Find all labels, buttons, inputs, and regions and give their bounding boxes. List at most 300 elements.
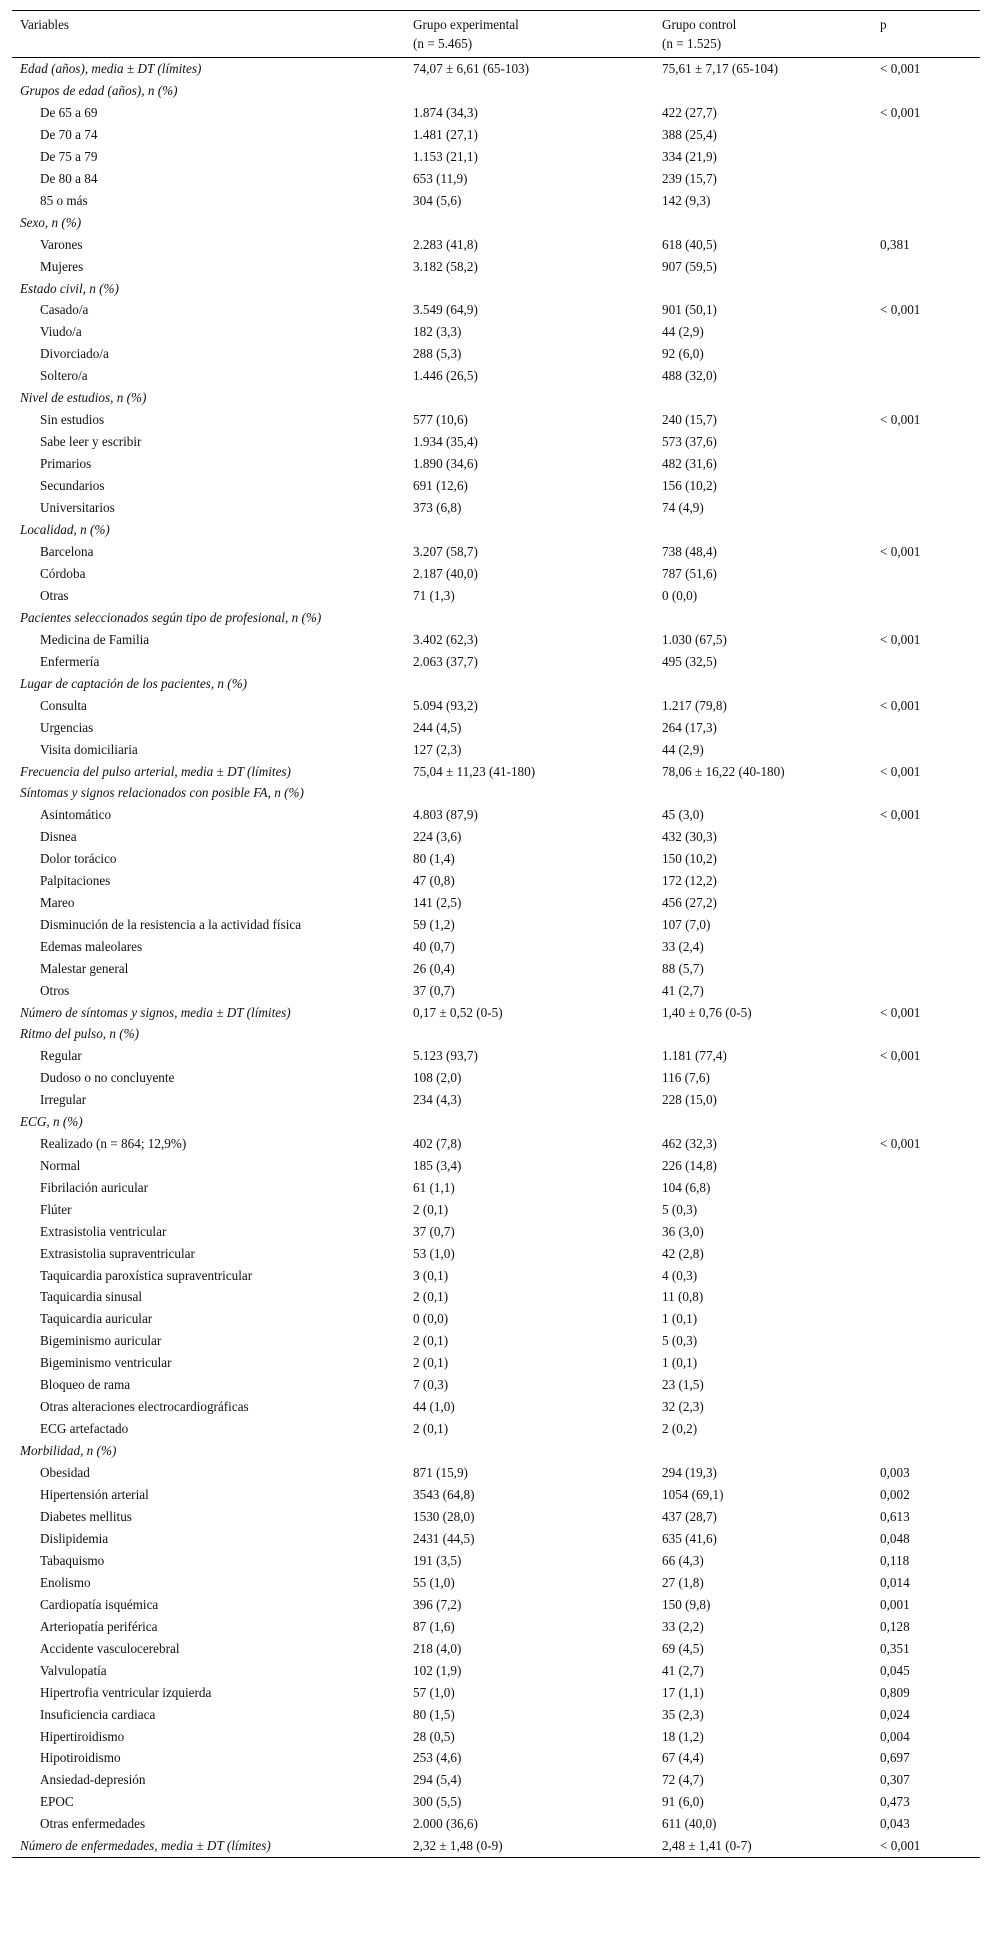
p-value: 0,118 [880, 1552, 910, 1568]
control-value: 228 (15,0) [662, 1091, 717, 1107]
row-label: ECG artefactado [40, 1421, 129, 1437]
p-value [872, 892, 980, 914]
experimental-value: 3.402 (62,3) [413, 631, 478, 647]
table-row [12, 870, 980, 892]
experimental-value: 1.934 (35,4) [413, 434, 478, 450]
table-row [12, 497, 980, 519]
table-row [12, 1067, 980, 1089]
row-label: 85 o más [40, 192, 88, 208]
row-label: Edad (años), media ± DT (límites) [20, 61, 202, 76]
table-row [12, 936, 980, 958]
control-value: 226 (14,8) [662, 1157, 717, 1173]
control-value: 432 (30,3) [662, 828, 717, 844]
row-label: Realizado (n = 864; 12,9%) [40, 1135, 187, 1151]
p-value: 0,045 [880, 1662, 910, 1678]
control-value: 573 (37,6) [662, 434, 717, 450]
p-value [872, 124, 980, 146]
experimental-value: 1.446 (26,5) [413, 368, 478, 384]
experimental-value: 185 (3,4) [413, 1157, 462, 1173]
experimental-value: 218 (4,0) [413, 1640, 462, 1656]
row-label: Urgencias [40, 719, 94, 735]
experimental-value: 44 (1,0) [413, 1399, 455, 1415]
p-value [872, 914, 980, 936]
table-row [12, 1199, 980, 1221]
p-value: < 0,001 [880, 302, 921, 318]
p-value [872, 168, 980, 190]
p-value [872, 497, 980, 519]
table-row [12, 1528, 980, 1550]
control-value: 116 (7,6) [662, 1069, 710, 1085]
table-row [12, 1835, 980, 1857]
control-value: 44 (2,9) [662, 741, 704, 757]
p-value [872, 826, 980, 848]
control-value: 35 (2,3) [662, 1706, 704, 1722]
experimental-value: 2 (0,1) [413, 1355, 449, 1371]
row-label: Accidente vasculocerebral [40, 1640, 180, 1656]
experimental-value: 3 (0,1) [413, 1267, 449, 1283]
experimental-value: 3.207 (58,7) [413, 543, 478, 559]
control-value: 388 (25,4) [662, 126, 717, 142]
table-row [12, 321, 980, 343]
control-value: 33 (2,2) [662, 1618, 704, 1634]
row-label: Otras enfermedades [40, 1816, 146, 1832]
table-row [12, 1155, 980, 1177]
row-label: Grupos de edad (años), n (%) [20, 82, 178, 98]
p-value: 0,043 [880, 1816, 910, 1832]
table-row [12, 278, 980, 300]
row-label: Disminución de la resistencia a la actividad física [40, 916, 302, 932]
row-label: Número de enfermedades, media ± DT (límites) [12, 1835, 405, 1857]
p-value [872, 256, 980, 278]
table-row [12, 409, 980, 431]
table-row [12, 1396, 980, 1418]
experimental-value [405, 387, 654, 409]
p-value [872, 870, 980, 892]
table-row [12, 80, 980, 102]
experimental-value: 75,04 ± 11,23 (41-180) [413, 763, 536, 779]
row-label: Número de síntomas y signos, media ± DT (límites) [20, 1004, 291, 1020]
experimental-value [405, 519, 654, 541]
experimental-value: 5.094 (93,2) [413, 697, 478, 713]
control-value [654, 607, 872, 629]
control-value: 264 (17,3) [662, 719, 717, 735]
row-label: Primarios [40, 456, 92, 472]
row-label: Estado civil, n (%) [20, 280, 119, 296]
p-value [872, 1418, 980, 1440]
experimental-value: 0,17 ± 0,52 (0-5) [413, 1004, 503, 1020]
control-value: 41 (2,7) [662, 982, 704, 998]
row-label: De 75 a 79 [40, 148, 98, 164]
control-value: 5 (0,3) [662, 1201, 698, 1217]
row-label: Universitarios [40, 500, 115, 516]
p-value: 0,014 [880, 1574, 910, 1590]
table-row [12, 1286, 980, 1308]
experimental-value: 396 (7,2) [413, 1596, 462, 1612]
control-value: 18 (1,2) [662, 1728, 704, 1744]
table-row [12, 1616, 980, 1638]
p-value [872, 717, 980, 739]
experimental-value: 108 (2,0) [413, 1069, 462, 1085]
table-row [12, 1440, 980, 1462]
p-value [872, 1286, 980, 1308]
table-row [12, 1330, 980, 1352]
table-row [12, 1506, 980, 1528]
row-label: Extrasistolia ventricular [40, 1223, 167, 1239]
control-value: 2,48 ± 1,41 (0-7) [654, 1835, 872, 1857]
p-value [872, 475, 980, 497]
control-value: 618 (40,5) [662, 236, 717, 252]
p-value [872, 80, 980, 102]
table-row [12, 102, 980, 124]
experimental-value: 3.182 (58,2) [413, 258, 478, 274]
table-row [12, 212, 980, 234]
p-value [872, 1308, 980, 1330]
experimental-value: 2 (0,1) [413, 1333, 449, 1349]
p-value [872, 607, 980, 629]
row-label: Irregular [40, 1091, 87, 1107]
control-value [654, 519, 872, 541]
experimental-value: 653 (11,9) [413, 170, 468, 186]
experimental-value: 1.153 (21,1) [413, 148, 478, 164]
row-label: Divorciado/a [40, 346, 109, 362]
control-value [654, 1440, 872, 1462]
control-value: 17 (1,1) [662, 1684, 704, 1700]
p-value [872, 936, 980, 958]
table-row [12, 1484, 980, 1506]
experimental-value: 5.123 (93,7) [413, 1047, 478, 1063]
p-value [872, 365, 980, 387]
table-row [12, 519, 980, 541]
row-label: Dudoso o no concluyente [40, 1069, 175, 1085]
control-value: 495 (32,5) [662, 653, 717, 669]
control-value: 88 (5,7) [662, 960, 704, 976]
row-label: Palpitaciones [40, 872, 111, 888]
control-value [654, 1023, 872, 1045]
row-label: Consulta [40, 697, 87, 713]
experimental-value [405, 1023, 654, 1045]
p-value: 0,001 [880, 1596, 910, 1612]
table-row [12, 804, 980, 826]
table-row [12, 629, 980, 651]
experimental-value: 141 (2,5) [413, 894, 462, 910]
control-value: 1.217 (79,8) [662, 697, 727, 713]
p-value: < 0,001 [880, 1135, 921, 1151]
experimental-value: 373 (6,8) [413, 500, 462, 516]
header-experimental-n: (n = 5.465) [413, 36, 473, 51]
experimental-value: 3.549 (64,9) [413, 302, 478, 318]
table-row [12, 739, 980, 761]
experimental-value: 244 (4,5) [413, 719, 462, 735]
p-value: 0,048 [880, 1530, 910, 1546]
control-value: 1.030 (67,5) [662, 631, 727, 647]
experimental-value: 1.890 (34,6) [413, 456, 478, 472]
experimental-value: 294 (5,4) [413, 1772, 462, 1788]
row-label: Medicina de Familia [40, 631, 150, 647]
row-label: Varones [40, 236, 83, 252]
experimental-value [405, 782, 654, 804]
table-row [12, 365, 980, 387]
document-page [12, 10, 980, 1858]
table-row [12, 585, 980, 607]
experimental-value [405, 607, 654, 629]
control-value: 104 (6,8) [662, 1179, 711, 1195]
experimental-value: 871 (15,9) [413, 1465, 468, 1481]
control-value: 907 (59,5) [662, 258, 717, 274]
table-row [12, 343, 980, 365]
experimental-value: 2,32 ± 1,48 (0-9) [405, 1835, 654, 1857]
experimental-value: 80 (1,4) [413, 850, 455, 866]
row-label: Hipertiroidismo [40, 1728, 125, 1744]
table-row [12, 980, 980, 1002]
table-row [12, 607, 980, 629]
p-value [872, 1440, 980, 1462]
experimental-value: 26 (0,4) [413, 960, 455, 976]
table-row [12, 168, 980, 190]
row-label: Sexo, n (%) [20, 214, 82, 230]
row-label: Mareo [40, 894, 75, 910]
experimental-value: 2 (0,1) [413, 1421, 449, 1437]
experimental-value: 1530 (28,0) [413, 1509, 475, 1524]
p-value: 0,024 [880, 1706, 910, 1722]
table-row [12, 1682, 980, 1704]
control-value: 1 (0,1) [662, 1311, 698, 1327]
experimental-value: 55 (1,0) [413, 1574, 455, 1590]
experimental-value: 40 (0,7) [413, 938, 455, 954]
row-label: Fibrilación auricular [40, 1179, 149, 1195]
table-row [12, 1462, 980, 1484]
p-value [872, 980, 980, 1002]
p-value [872, 519, 980, 541]
row-label: Mujeres [40, 258, 84, 274]
p-value: < 0,001 [880, 697, 921, 713]
table-row [12, 958, 980, 980]
control-value: 239 (15,7) [662, 170, 717, 186]
p-value: < 0,001 [872, 1835, 980, 1857]
row-label: Obesidad [40, 1465, 90, 1481]
table-row [12, 1638, 980, 1660]
experimental-value [405, 278, 654, 300]
table-row [12, 475, 980, 497]
control-value: 107 (7,0) [662, 916, 711, 932]
table-row [12, 717, 980, 739]
experimental-value: 80 (1,5) [413, 1706, 455, 1722]
row-label: Secundarios [40, 478, 105, 494]
p-value: 0,697 [880, 1750, 910, 1766]
p-value: 0,809 [880, 1684, 910, 1700]
experimental-value: 2.283 (41,8) [413, 236, 478, 252]
p-value: < 0,001 [880, 543, 921, 559]
table-row [12, 234, 980, 256]
table-row [12, 1002, 980, 1024]
row-label: Disnea [40, 828, 77, 844]
control-value: 456 (27,2) [662, 894, 717, 910]
control-value: 92 (6,0) [662, 346, 704, 362]
experimental-value: 1.874 (34,3) [413, 104, 478, 120]
header-control-title: Grupo control [662, 17, 737, 32]
experimental-value: 234 (4,3) [413, 1091, 462, 1107]
table-row [12, 1813, 980, 1835]
table-row [12, 431, 980, 453]
experimental-value [405, 1440, 654, 1462]
experimental-value [405, 212, 654, 234]
experimental-value: 191 (3,5) [413, 1552, 462, 1568]
row-label: Córdoba [40, 565, 86, 581]
row-label: Soltero/a [40, 368, 88, 384]
table-row [12, 892, 980, 914]
control-value: 41 (2,7) [662, 1662, 704, 1678]
p-value [872, 1023, 980, 1045]
experimental-value: 28 (0,5) [413, 1728, 455, 1744]
p-value: 0,004 [880, 1728, 910, 1744]
row-label: ECG, n (%) [20, 1113, 83, 1129]
experimental-value: 288 (5,3) [413, 346, 462, 362]
experimental-value: 182 (3,3) [413, 324, 462, 340]
control-value [654, 782, 872, 804]
control-value [654, 212, 872, 234]
row-label: Viudo/a [40, 324, 82, 340]
row-label: Valvulopatía [40, 1662, 107, 1678]
control-value: 1,40 ± 0,76 (0-5) [662, 1004, 752, 1020]
control-value: 611 (40,0) [662, 1816, 717, 1832]
control-value: 78,06 ± 16,22 (40-180) [662, 763, 785, 779]
control-value: 462 (32,3) [662, 1135, 717, 1151]
data-table [12, 10, 980, 1858]
p-value [872, 1243, 980, 1265]
header-variables: Variables [12, 11, 405, 58]
row-label: Bigeminismo auricular [40, 1333, 162, 1349]
p-value [872, 387, 980, 409]
experimental-value: 1.481 (27,1) [413, 126, 478, 142]
experimental-value: 402 (7,8) [413, 1135, 462, 1151]
control-value: 482 (31,6) [662, 456, 717, 472]
table-row [12, 1594, 980, 1616]
table-row [12, 1791, 980, 1813]
table-row [12, 299, 980, 321]
p-value [872, 212, 980, 234]
control-value: 1.181 (77,4) [662, 1047, 727, 1063]
table-row [12, 58, 980, 80]
experimental-value: 7 (0,3) [413, 1377, 449, 1393]
control-value: 422 (27,7) [662, 104, 717, 120]
table-row [12, 1660, 980, 1682]
table-row [12, 1726, 980, 1748]
header-experimental-title: Grupo experimental [413, 17, 519, 32]
row-label: Pacientes seleccionados según tipo de profesional, n (%) [20, 609, 322, 625]
control-value: 4 (0,3) [662, 1267, 698, 1283]
row-label: Sin estudios [40, 412, 105, 428]
p-value: < 0,001 [880, 412, 921, 428]
p-value [872, 1199, 980, 1221]
row-label: Ritmo del pulso, n (%) [20, 1026, 140, 1042]
p-value [872, 1111, 980, 1133]
experimental-value: 577 (10,6) [413, 412, 468, 428]
table-row [12, 1550, 980, 1572]
table-row [12, 914, 980, 936]
row-label: Otros [40, 982, 70, 998]
p-value: 0,351 [880, 1640, 910, 1656]
row-label: Bigeminismo ventricular [40, 1355, 172, 1371]
row-label: De 70 a 74 [40, 126, 98, 142]
experimental-value: 2431 (44,5) [413, 1530, 475, 1546]
table-row [12, 1111, 980, 1133]
control-value [654, 80, 872, 102]
header-control [654, 11, 872, 58]
experimental-value: 2 (0,1) [413, 1289, 449, 1305]
row-label: Sabe leer y escribir [40, 434, 142, 450]
row-label: Taquicardia sinusal [40, 1289, 142, 1305]
control-value [654, 387, 872, 409]
experimental-value: 3543 (64,8) [413, 1487, 475, 1503]
p-value [872, 651, 980, 673]
control-value: 334 (21,9) [662, 148, 717, 164]
row-label: Dolor torácico [40, 850, 117, 866]
p-value [872, 1221, 980, 1243]
p-value: < 0,001 [880, 61, 921, 76]
table-row [12, 1352, 980, 1374]
experimental-value: 2 (0,1) [413, 1201, 449, 1217]
row-label: Asintomático [40, 806, 112, 822]
table-row [12, 1023, 980, 1045]
control-value: 11 (0,8) [662, 1289, 704, 1305]
row-label: Lugar de captación de los pacientes, n (%) [20, 675, 248, 691]
p-value: 0,002 [880, 1487, 910, 1503]
control-value: 69 (4,5) [662, 1640, 704, 1656]
row-label: EPOC [40, 1794, 74, 1810]
table-row [12, 1045, 980, 1067]
control-value: 27 (1,8) [662, 1574, 704, 1590]
p-value [872, 1177, 980, 1199]
table-row [12, 761, 980, 783]
table-row [12, 190, 980, 212]
experimental-value: 253 (4,6) [413, 1750, 462, 1766]
control-value: 172 (12,2) [662, 872, 717, 888]
table-row [12, 541, 980, 563]
p-value: 0,003 [880, 1465, 910, 1481]
table-row [12, 1243, 980, 1265]
control-value: 488 (32,0) [662, 368, 717, 384]
experimental-value: 87 (1,6) [413, 1618, 455, 1634]
table-header [12, 11, 980, 58]
table-row [12, 453, 980, 475]
control-value: 91 (6,0) [662, 1794, 704, 1810]
p-value [872, 848, 980, 870]
table-row [12, 387, 980, 409]
row-label: Frecuencia del pulso arterial, media ± DT (límites) [20, 763, 291, 779]
row-label: Hipertensión arterial [40, 1487, 149, 1503]
row-label: Edemas maleolares [40, 938, 143, 954]
p-value [872, 278, 980, 300]
p-value: < 0,001 [880, 1047, 921, 1063]
p-value: < 0,001 [880, 806, 921, 822]
row-label: Tabaquismo [40, 1552, 105, 1568]
control-value: 1054 (69,1) [662, 1487, 724, 1503]
table-row [12, 1221, 980, 1243]
control-value [654, 673, 872, 695]
experimental-value: 37 (0,7) [413, 1223, 455, 1239]
control-value: 36 (3,0) [662, 1223, 704, 1239]
p-value [872, 1330, 980, 1352]
experimental-value [405, 1111, 654, 1133]
experimental-value: 71 (1,3) [413, 587, 455, 603]
control-value: 738 (48,4) [662, 543, 717, 559]
control-value: 75,61 ± 7,17 (65-104) [662, 61, 779, 76]
table-row [12, 1769, 980, 1791]
experimental-value: 74,07 ± 6,61 (65-103) [413, 61, 530, 76]
control-value: 150 (9,8) [662, 1596, 711, 1612]
row-label: Malestar general [40, 960, 129, 976]
experimental-value: 4.803 (87,9) [413, 806, 478, 822]
p-value [872, 343, 980, 365]
